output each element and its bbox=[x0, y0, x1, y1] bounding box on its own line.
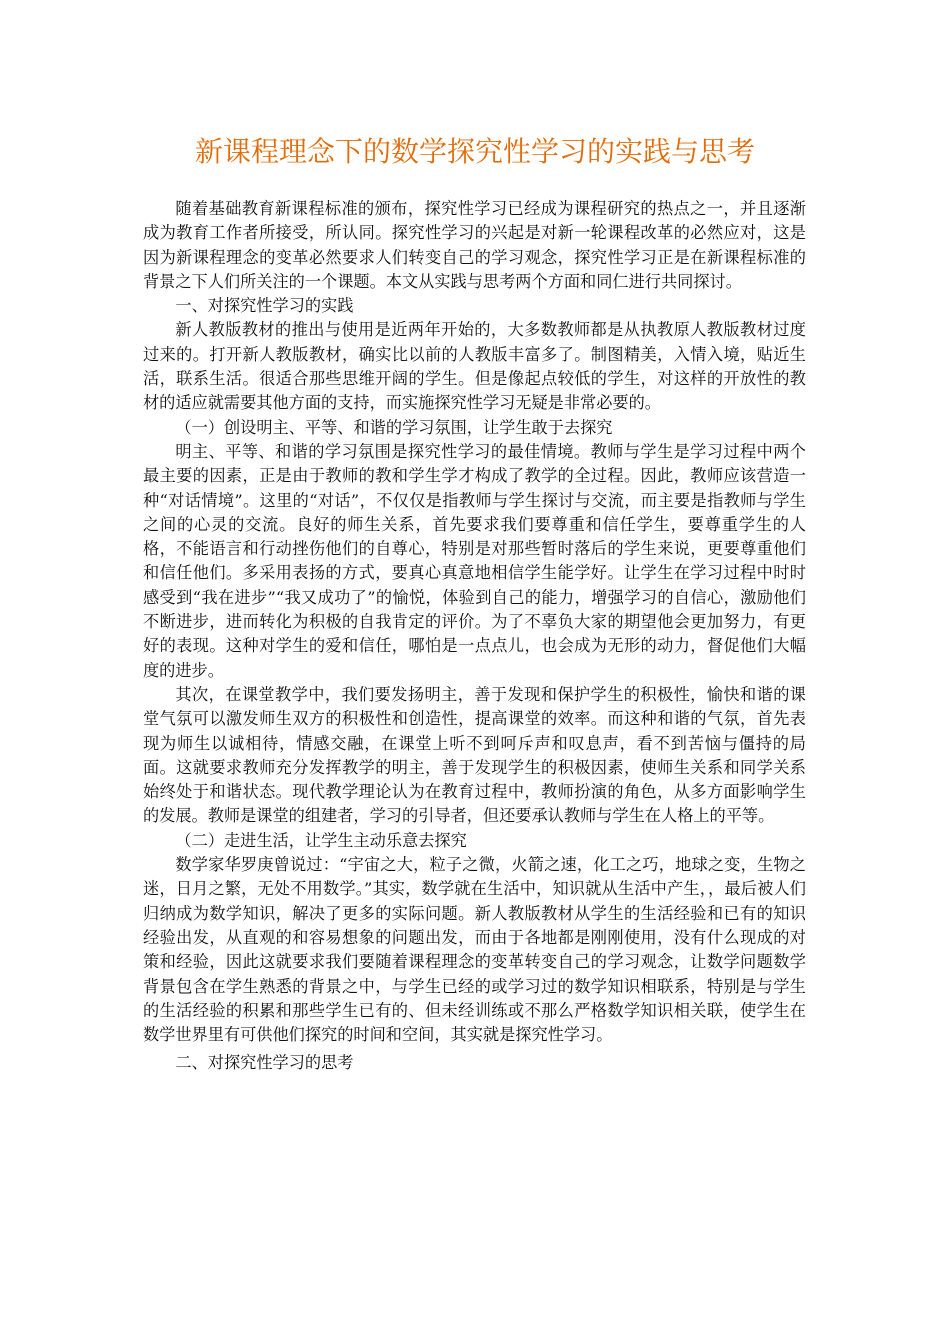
subsection2-heading: （二）走进生活，让学生主动乐意去探究 bbox=[175, 830, 467, 850]
subsection1-paragraph-1: 明主、平等、和谐的学习氛围是探究性学习的最佳情境。教师与学生是学习过程中两个最主要的因素，正是由于教师的教和学生学才构成了教学的全过程。因此，教师应该营造一种“对话情境”。这里的“对话”，不仅仅是指教师与学生探讨与交流，而主要是指教师与学生之间的心灵的交流。良好的师生关系，首先要求我们要尊重和信任学生，要尊重学生的人格，不能语言和行动挫伤他们的自尊心，特别是对那些暂时落后的学生来说，更要尊重他们和信任他们。多采用表扬的方式，要真心真意地相信学生能学好。让学生在学习过程中时时感受到“我在进步”“我又成功了”的愉悦，体验到自己的能力，增强学习的自信心，激励他们不断进步，进而转化为积极的自我肯定的评价。为了不辜负大家的期望他会更加努力，有更好的表现。这种对学生的爱和信任，哪怕是一点点儿，也会成为无形的动力，督促他们大幅度的进步。 bbox=[143, 441, 806, 680]
subsection1-heading: （一）创设明主、平等、和谐的学习氛围，让学生敢于去探究 bbox=[175, 417, 613, 437]
section2-heading: 二、对探究性学习的思考 bbox=[175, 1053, 354, 1073]
subsection1-paragraph-2: 其次，在课堂教学中，我们要发扬明主，善于发现和保护学生的积极性，愉快和谐的课堂气氛可以激发师生双方的积极性和创造性，提高课堂的效率。而这种和谐的气氛，首先表现为师生以诚相待，情感交融，在课堂上听不到呵斥声和叹息声，看不到苦恼与僵持的局面。这就要求教师充分发挥教学的明主，善于发现学生的积极因素，使师生关系和同学关系始终处于和谐状态。现代教学理论认为在教育过程中，教师扮演的角色，从多方面影响学生的发展。教师是课堂的组建者，学习的引导者，但还要承认教师与学生在人格上的平等。 bbox=[143, 684, 806, 826]
section1-paragraph: 新人教版教材的推出与使用是近两年开始的，大多数教师都是从执教原人教版教材过度过来的。打开新人教版教材，确实比以前的人教版丰富多了。制图精美，入情入境，贴近生活，联系生活。很适合那些思维开阔的学生。但是像起点较低的学生，对这样的开放性的教材的适应就需要其他方面的支持，而实施探究性学习无疑是非常必要的。 bbox=[143, 320, 806, 413]
section1-heading: 一、对探究性学习的实践 bbox=[175, 296, 354, 316]
intro-paragraph: 随着基础教育新课程标准的颁布，探究性学习已经成为课程研究的热点之一，并且逐渐成为教育工作者所接受，所认同。探究性学习的兴起是对新一轮课程改革的必然应对，这是因为新课程理念的变革必然要求人们转变自己的学习观念，探究性学习正是在新课程标准的背景之下人们所关注的一个课题。本文从实践与思考两个方面和同仁进行共同探讨。 bbox=[143, 199, 806, 291]
document-body bbox=[143, 197, 806, 1076]
document-title: 新课程理念下的数学探究性学习的实践与思考 bbox=[194, 135, 755, 168]
subsection2-paragraph: 数学家华罗庚曾说过：“宇宙之大，粒子之微，火箭之速，化工之巧，地球之变，生物之迷，日月之繁，无处不用数学。”其实，数学就在生活中，知识就从生活中产生，，最后被人们归纳成为数学知识，解决了更多的实际问题。新人教版教材从学生的生活经验和已有的知识经验出发，从直观的和容易想象的问题出发，而由于各地都是刚刚使用，没有什么现成的对策和经验，因此这就要求我们要随着课程理念的变革转变自己的学习观念，让数学问题数学背景包含在学生熟悉的背景之中，与学生已经的或学习过的数学知识相联系，特别是与学生的生活经验的积累和那些学生已有的、但未经训练或不那么严格数学知识相关联，使学生在数学世界里有可供他们探究的时间和空间，其实就是探究性学习。 bbox=[143, 855, 806, 1045]
